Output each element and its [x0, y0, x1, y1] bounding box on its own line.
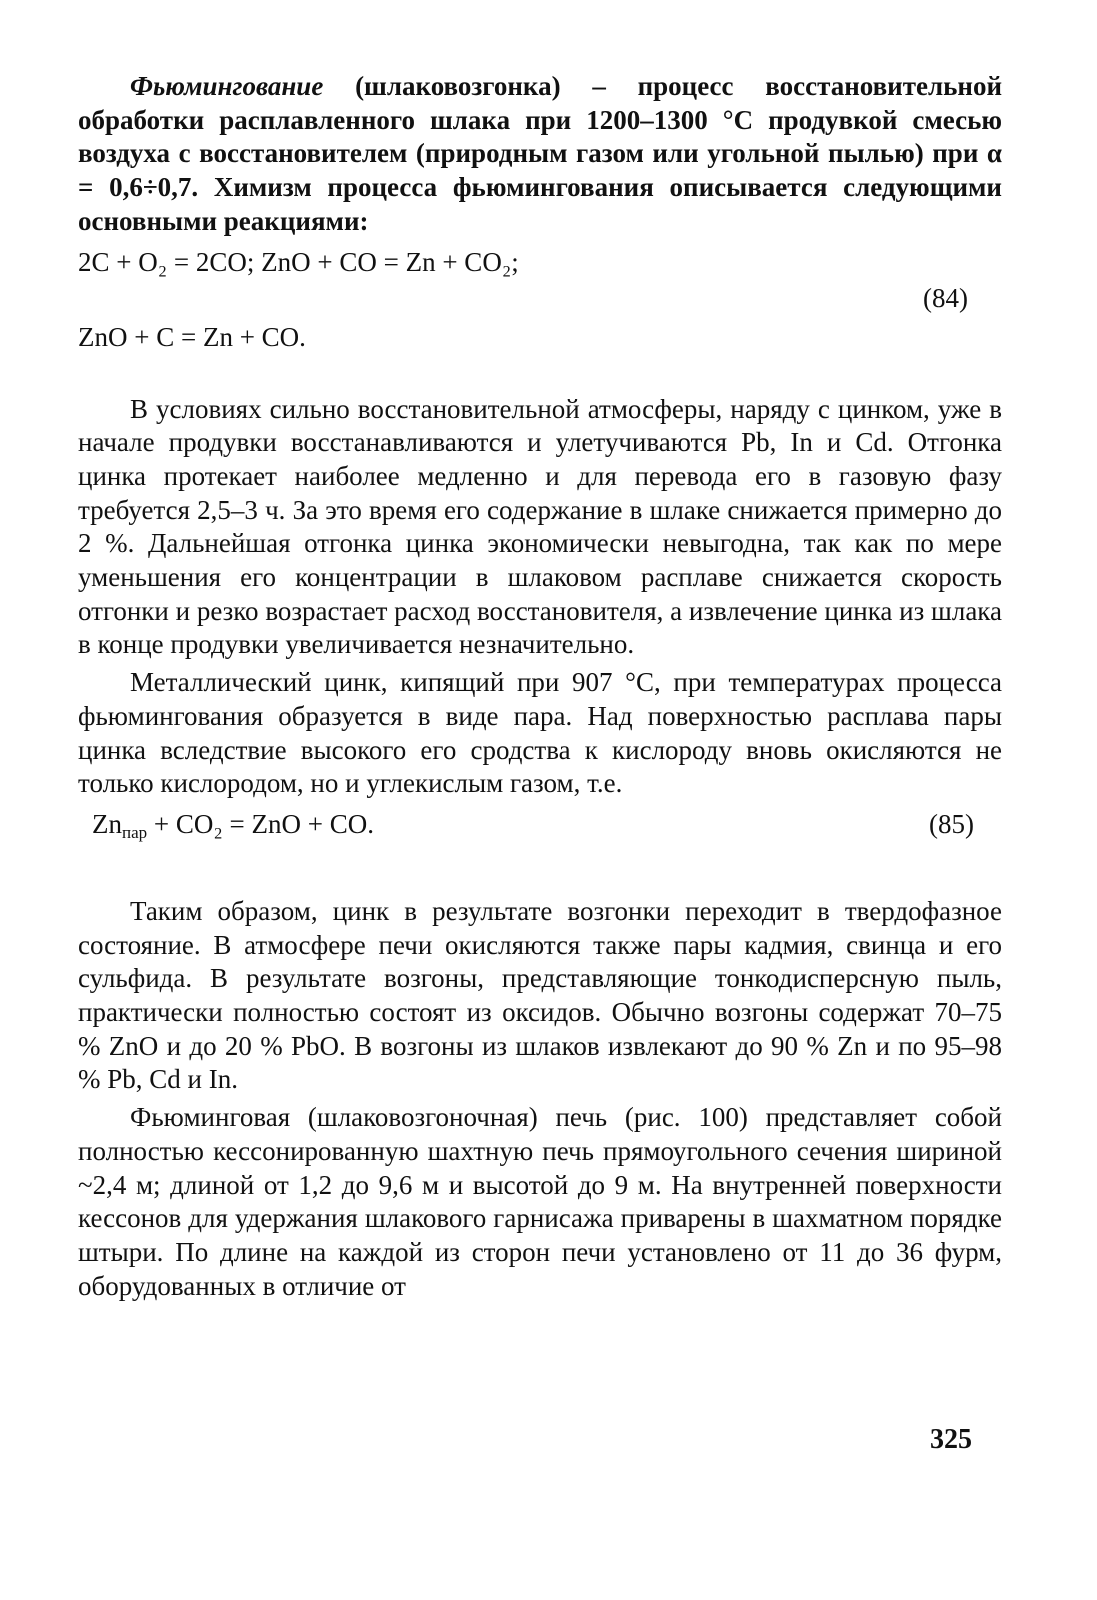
- page-number: 325: [930, 1424, 972, 1455]
- paragraph-reducing-atmosphere: В условиях сильно восстановительной атмосферы, наряду с цинком, уже в начале продувки восстанавливаются и улетучиваются Pb, In и Cd. Отгонка цинка протекает наиболее медленно и для перевода его в газовую фазу требуется 2,5–3 ч. За это время его содержание в шлаке снижается примерно до 2 %. Дальнейшая отгонка цинка экономически невыгодна, так как по мере уменьшения его концентрации в шлаковом расплаве снижается скорость отгонки и резко возрастает расход восстановителя, а извлечение цинка из шлака в конце продувки увеличивается незначительно.: [78, 393, 1002, 660]
- term-fuming: Фьюмингование: [130, 71, 324, 101]
- equation-85: [78, 809, 1002, 873]
- equation-85-rest: + CO₂ = ZnO + CO.: [147, 808, 375, 839]
- equation-85-line: [92, 809, 374, 843]
- page-content: [78, 70, 1002, 1303]
- equation-84: [78, 247, 1002, 371]
- paragraph-fuming-furnace: Фьюминговая (шлаковозгоночная) печь (рис. 100) представляет собой полностью кессонированную шахтную печь прямоугольного сечения шириной ~2,4 м; длиной от 1,2 до 9,6 м и высотой до 9 м. На внутренней поверхности кессонов для удержания шлакового гарнисажа приварены в шахматном порядке штыри. По длине на каждой из сторон печи установлено от 11 до 36 фурм, оборудованных в отличие от: [78, 1102, 1002, 1301]
- paragraph-fuming-definition: [78, 70, 1002, 239]
- equation-84-line-2: ZnO + C = Zn + CO.: [78, 321, 306, 352]
- paragraph-sublimation-result: Таким образом, цинк в результате возгонки переходит в твердофазное состояние. В атмосфере печи окисляются также пары кадмия, свинца и его сульфида. В результате возгоны, представляющие тонкодисперсную пыль, практически полностью состоят из оксидов. Обычно возгоны содержат 70–75 % ZnO и до 20 % PbO. В возгоны из шлаков извлекают до 90 % Zn и по 95–98 % Pb, Cd и In.: [78, 895, 1002, 1095]
- equation-84-line-1: 2C + O₂ = 2CO; ZnO + CO = Zn + CO₂;: [78, 246, 519, 277]
- equation-85-subscript: пар: [122, 822, 148, 842]
- equation-85-number: (85): [929, 808, 974, 839]
- equation-85-base: Zn: [92, 808, 122, 839]
- paragraph-metallic-zinc: Металлический цинк, кипящий при 907 °С, при температурах процесса фьюмингования образуется в виде пара. Над поверхностью расплава пары цинка вследствие высокого его сродства к кислороду вновь окисляются не только кислородом, но и углекислым газом, т.е.: [78, 667, 1002, 799]
- equation-84-number: (84): [923, 282, 968, 313]
- paragraph-fuming-text: (шлаковозгонка) – процесс восстановительной обработки расплавленного шлака при 1200–1300 °С продувкой смесью воздуха с восстановителем (природным газом или угольной пылью) при α = 0,6÷0,7. Химизм процесса фьюмингования описывается следующими основными реакциями:: [78, 71, 1002, 236]
